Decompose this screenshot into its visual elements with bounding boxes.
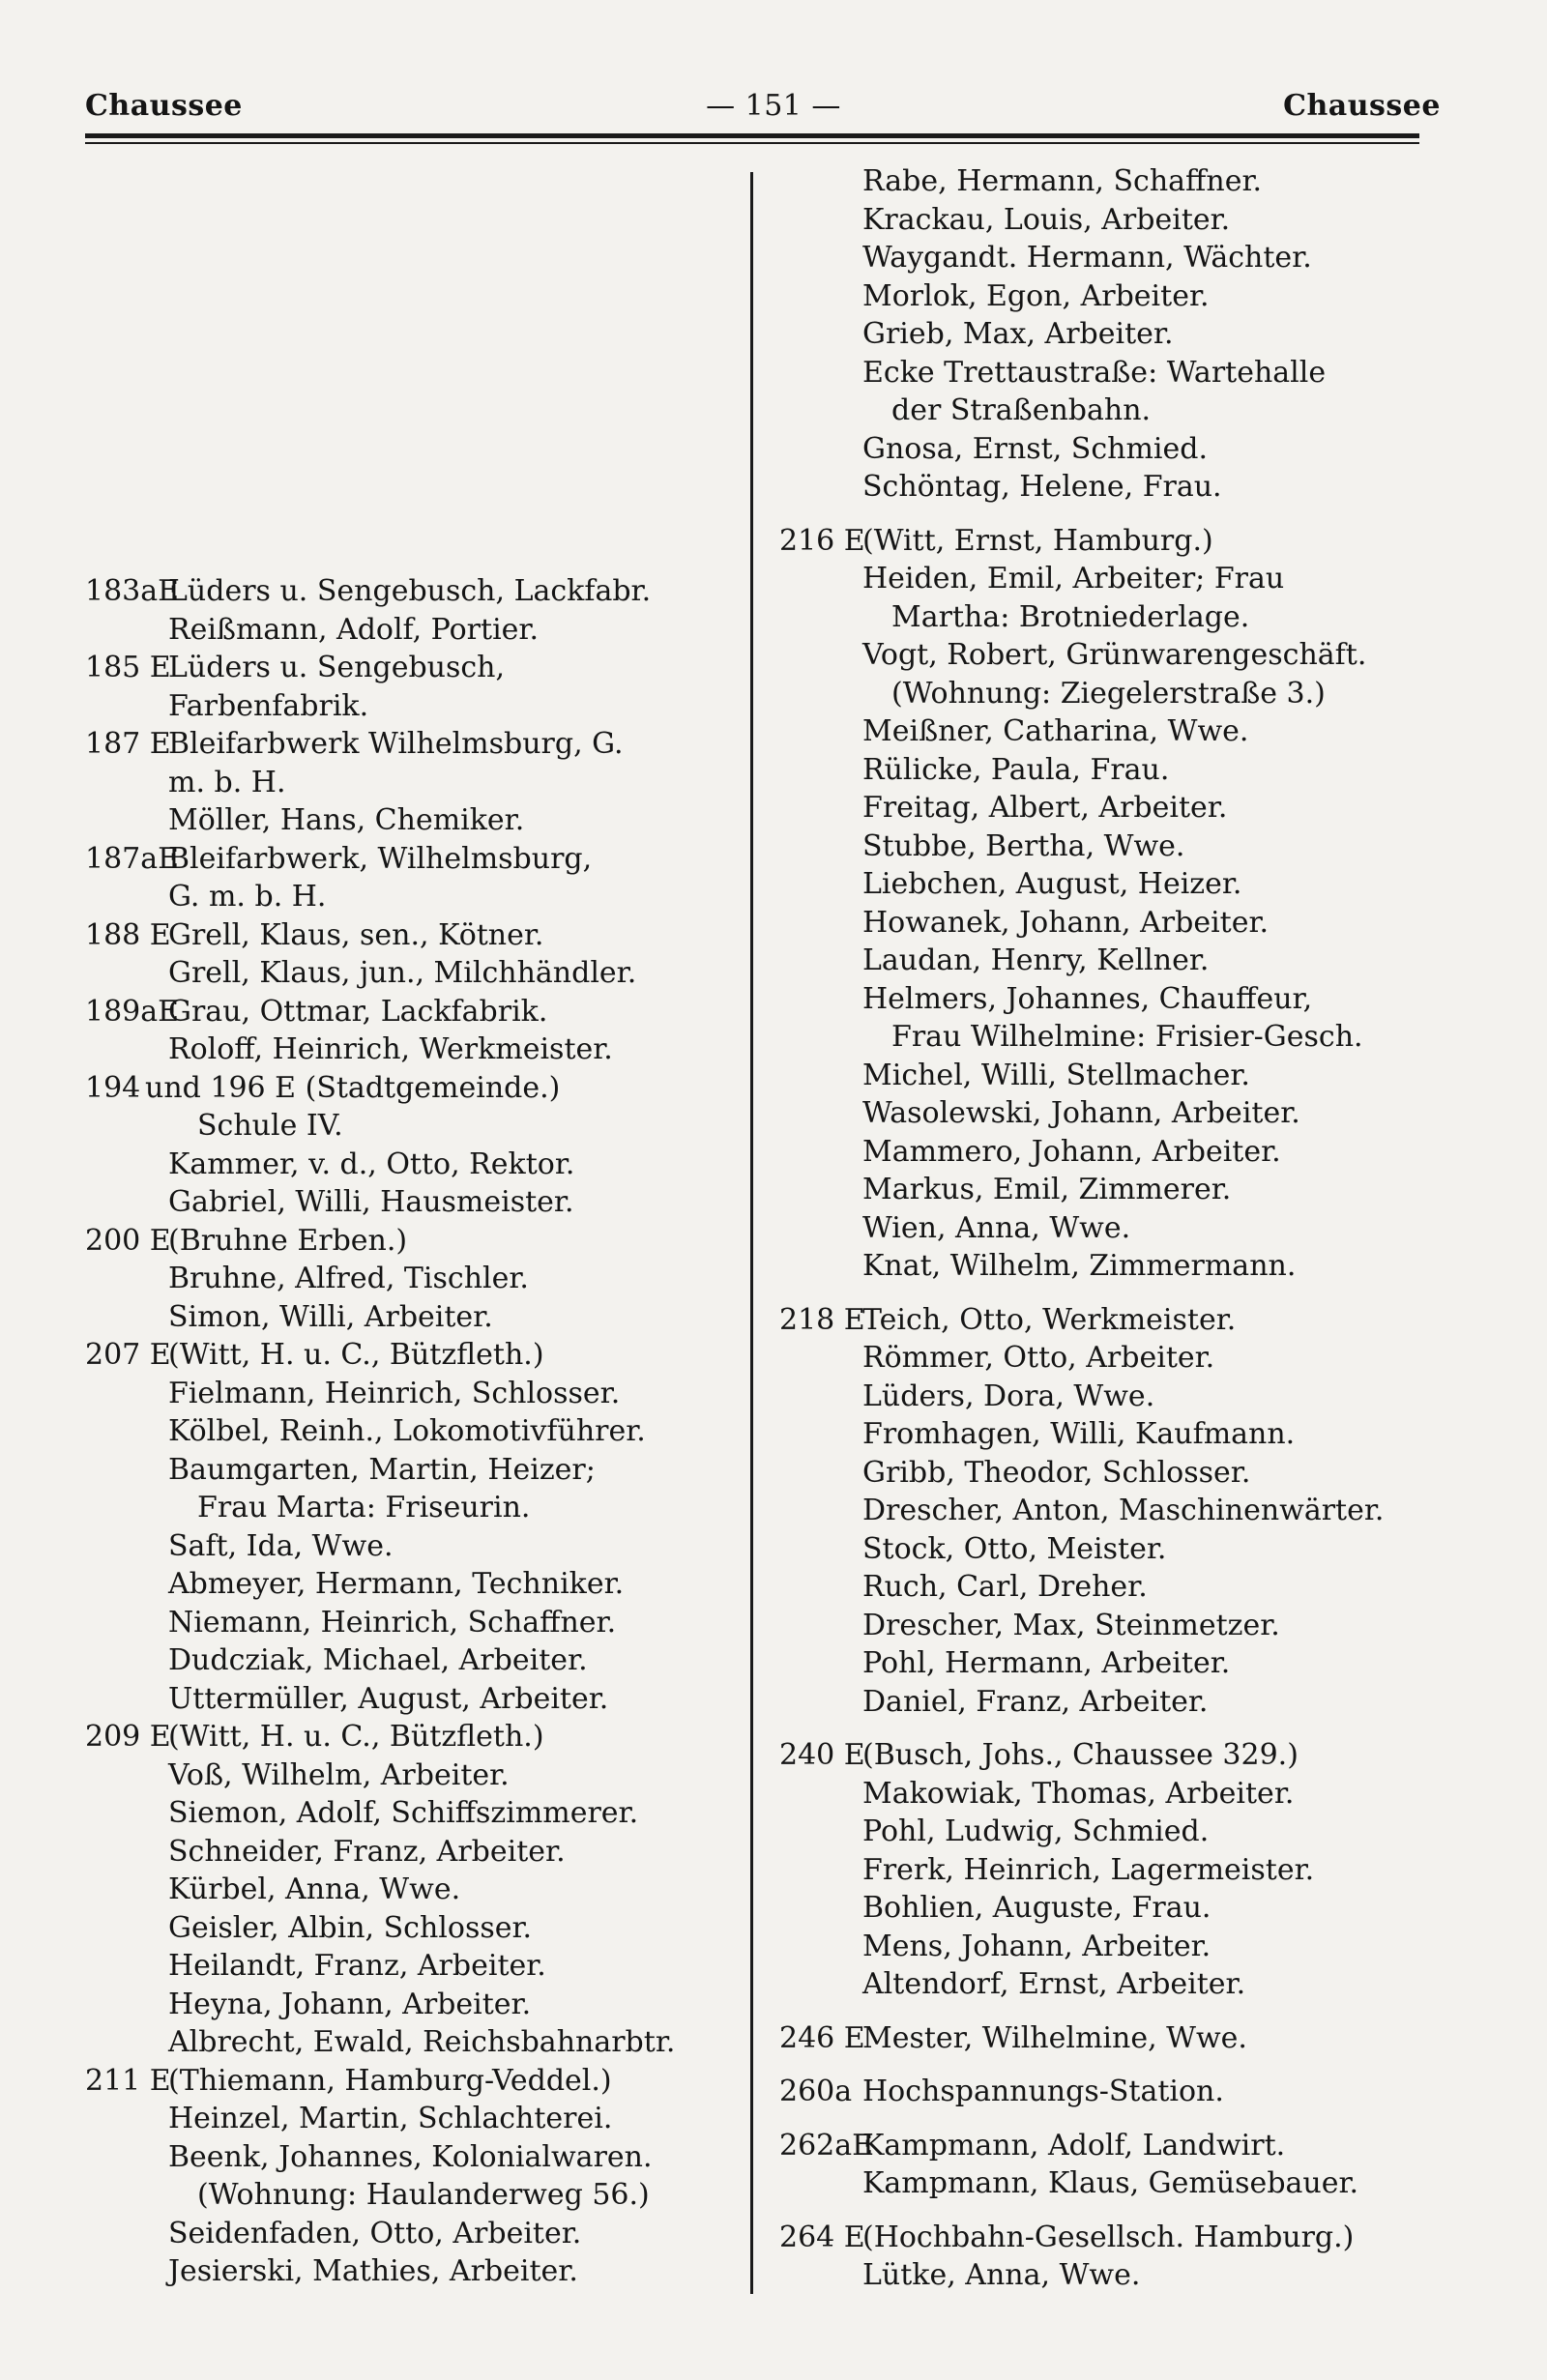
resident-entry: Geisler, Albin, Schlosser.	[168, 1910, 533, 1945]
directory-line	[85, 2100, 728, 2138]
resident-entry: Gribb, Theodor, Schlosser.	[862, 1455, 1251, 1490]
directory-line	[779, 827, 1456, 866]
building-entry: (Thiemann, Hamburg-Veddel.)	[168, 2063, 612, 2098]
house-number: 194	[85, 1070, 141, 1105]
resident-entry: Frau Wilhelmine: Frisier-Gesch.	[891, 1020, 1363, 1054]
house-number: 188 E	[85, 917, 171, 952]
directory-line	[85, 1833, 728, 1872]
directory-line	[779, 239, 1456, 277]
resident-entry: Waygandt. Hermann, Wächter.	[862, 241, 1312, 275]
directory-line	[779, 1057, 1456, 1095]
building-entry: (Bruhne Erben.)	[168, 1223, 408, 1258]
house-number: 200 E	[85, 1223, 171, 1258]
directory-line	[779, 315, 1456, 354]
resident-entry: Daniel, Franz, Arbeiter.	[862, 1684, 1209, 1719]
directory-line	[85, 2252, 728, 2291]
directory-line	[779, 1851, 1456, 1890]
resident-entry: Liebchen, August, Heizer.	[862, 867, 1242, 901]
resident-entry: Heinzel, Martin, Schlachterei.	[168, 2102, 613, 2135]
directory-line	[779, 560, 1456, 598]
directory-line	[85, 1030, 728, 1069]
resident-entry: Kampmann, Klaus, Gemüsebauer.	[862, 2166, 1359, 2200]
directory-line	[85, 1183, 728, 1222]
resident-entry: Fielmann, Heinrich, Schlosser.	[168, 1376, 621, 1410]
building-entry: (Witt, Ernst, Hamburg.)	[862, 523, 1213, 558]
resident-entry: Albrecht, Ewald, Reichsbahnarbtr.	[168, 2025, 676, 2059]
resident-entry: Bohlien, Auguste, Frau.	[862, 1891, 1211, 1925]
resident-entry: Schöntag, Helene, Frau.	[862, 470, 1222, 504]
directory-line	[779, 392, 1456, 430]
resident-entry: Simon, Willi, Arbeiter.	[168, 1299, 493, 1334]
building-entry: (Hochbahn-Gesellsch. Hamburg.)	[862, 2220, 1355, 2254]
building-entry: Kampmann, Adolf, Landwirt.	[862, 2128, 1286, 2162]
resident-entry: Römmer, Otto, Arbeiter.	[862, 1341, 1215, 1375]
building-entry: Teich, Otto, Werkmeister.	[862, 1302, 1237, 1337]
resident-entry: Beenk, Johannes, Kolonialwaren.	[168, 2139, 653, 2174]
house-number: 185 E	[85, 651, 171, 684]
directory-line	[85, 1336, 728, 1375]
resident-entry: Heyna, Johann, Arbeiter.	[168, 1987, 532, 2021]
building-entry: (Witt, H. u. C., Bützfleth.)	[168, 1720, 544, 1754]
resident-entry: Pohl, Ludwig, Schmied.	[862, 1814, 1210, 1848]
resident-entry: Wasolewski, Johann, Arbeiter.	[862, 1096, 1300, 1130]
directory-line	[779, 865, 1456, 904]
resident-entry: Martha: Brotniederlage.	[891, 599, 1250, 634]
directory-line	[85, 764, 728, 802]
directory-line	[85, 1260, 728, 1298]
directory-line	[85, 1069, 728, 1108]
house-number: 240 E	[779, 1738, 865, 1772]
resident-entry: Dudcziak, Michael, Arbeiter.	[168, 1643, 588, 1677]
resident-entry: Baumgarten, Martin, Heizer;	[168, 1452, 596, 1487]
resident-entry: Howanek, Johann, Arbeiter.	[862, 905, 1270, 940]
building-entry: (Witt, H. u. C., Bützfleth.)	[168, 1338, 544, 1372]
resident-entry: Drescher, Anton, Maschinenwärter.	[862, 1494, 1385, 1527]
resident-entry: (Wohnung: Ziegelerstraße 3.)	[891, 676, 1326, 711]
resident-entry: Lüders, Dora, Wwe.	[862, 1379, 1155, 1413]
directory-line	[85, 1641, 728, 1680]
directory-line	[85, 1794, 728, 1833]
directory-line	[85, 1489, 728, 1527]
resident-entry: Gabriel, Willi, Hausmeister.	[168, 1185, 574, 1219]
directory-line	[779, 942, 1456, 980]
directory-line	[779, 1607, 1456, 1645]
resident-entry: Laudan, Henry, Kellner.	[862, 943, 1210, 977]
directory-line	[85, 725, 728, 764]
resident-entry: Uttermüller, August, Arbeiter.	[168, 1681, 609, 1716]
directory-line	[779, 1209, 1456, 1248]
directory-line	[779, 904, 1456, 943]
page-number: — 151 —	[706, 89, 841, 123]
building-entry: Grau, Ottmar, Lackfabrik.	[168, 994, 548, 1029]
directory-line	[779, 468, 1456, 507]
house-number: 211 E	[85, 2063, 171, 2098]
directory-line	[85, 2023, 728, 2062]
directory-line	[779, 1247, 1456, 1286]
building-entry: Lüders u. Sengebusch, Lackfabr.	[168, 574, 652, 608]
directory-line	[85, 649, 728, 687]
resident-entry: Voß, Wilhelm, Arbeiter.	[168, 1757, 510, 1792]
resident-entry: Siemon, Adolf, Schiffszimmerer.	[168, 1796, 639, 1830]
directory-line	[85, 687, 728, 726]
directory-line	[85, 840, 728, 879]
directory-line	[779, 1530, 1456, 1569]
resident-entry: Bruhne, Alfred, Tischler.	[168, 1262, 529, 1295]
resident-entry: Grell, Klaus, jun., Milchhändler.	[168, 956, 637, 990]
building-entry: Mester, Wilhelmine, Wwe.	[862, 2020, 1247, 2055]
column-divider	[750, 172, 753, 2294]
directory-line	[85, 611, 728, 650]
resident-entry: Stock, Otto, Meister.	[862, 1531, 1167, 1566]
house-number: 260a	[779, 2075, 853, 2108]
directory-line	[779, 2127, 1456, 2165]
resident-entry: Kürbel, Anna, Wwe.	[168, 1872, 461, 1906]
directory-line	[779, 2073, 1456, 2111]
house-number: 262aE	[779, 2128, 874, 2162]
directory-line	[779, 1454, 1456, 1493]
directory-line	[779, 354, 1456, 392]
resident-entry: Helmers, Johannes, Chauffeur,	[862, 981, 1313, 1016]
directory-line	[779, 1644, 1456, 1683]
house-number: 207 E	[85, 1338, 171, 1372]
house-number: 246 E	[779, 2020, 865, 2055]
resident-entry: Kammer, v. d., Otto, Rektor.	[168, 1146, 575, 1181]
directory-line	[779, 277, 1456, 316]
directory-line	[779, 1736, 1456, 1775]
resident-entry: Niemann, Heinrich, Schaffner.	[168, 1605, 617, 1640]
resident-entry: (Wohnung: Haulanderweg 56.)	[197, 2178, 650, 2212]
directory-line	[779, 1775, 1456, 1814]
resident-entry: Mammero, Johann, Arbeiter.	[862, 1134, 1281, 1169]
directory-line	[85, 1680, 728, 1719]
resident-entry: Abmeyer, Hermann, Techniker.	[168, 1567, 625, 1601]
directory-line	[779, 2256, 1456, 2295]
directory-line	[85, 1412, 728, 1451]
building-entry: Lüders u. Sengebusch,	[168, 651, 506, 684]
directory-line	[85, 1565, 728, 1604]
house-number: 209 E	[85, 1720, 171, 1754]
directory-line	[85, 2176, 728, 2215]
resident-entry: G. m. b. H.	[168, 880, 327, 914]
left-column	[85, 572, 728, 2291]
header-street-right: Chaussee	[1283, 89, 1441, 123]
header-street-left: Chaussee	[85, 89, 243, 123]
house-number: 218 E	[779, 1302, 865, 1337]
directory-line	[779, 1683, 1456, 1722]
directory-line	[779, 1301, 1456, 1340]
house-number: 187aE	[85, 841, 180, 876]
header-rule-thick	[85, 133, 1419, 138]
directory-line	[85, 2138, 728, 2177]
resident-entry: Drescher, Max, Steinmetzer.	[862, 1608, 1280, 1642]
resident-entry: Krackau, Louis, Arbeiter.	[862, 202, 1231, 237]
resident-entry: Knat, Wilhelm, Zimmermann.	[862, 1249, 1297, 1283]
resident-entry: Farbenfabrik.	[168, 688, 369, 723]
resident-entry: Morlok, Egon, Arbeiter.	[862, 278, 1210, 313]
building-entry: (Busch, Johs., Chaussee 329.)	[862, 1738, 1299, 1772]
resident-entry: m. b. H.	[168, 765, 286, 799]
directory-line	[779, 675, 1456, 713]
directory-line	[779, 1813, 1456, 1851]
directory-line	[779, 162, 1456, 201]
directory-line	[779, 2164, 1456, 2203]
resident-entry: Heilandt, Franz, Arbeiter.	[168, 1949, 546, 1983]
directory-line	[85, 1375, 728, 1413]
directory-line	[85, 1947, 728, 1986]
house-number: 189aE	[85, 994, 180, 1029]
directory-line	[85, 1986, 728, 2024]
entry-gap	[779, 1721, 1456, 1736]
directory-line	[85, 1527, 728, 1566]
resident-entry: Frau Marta: Friseurin.	[197, 1491, 531, 1524]
directory-line	[85, 572, 728, 611]
entry-gap	[779, 2004, 1456, 2019]
building-entry: Bleifarbwerk Wilhelmsburg, G.	[168, 727, 624, 761]
directory-line	[85, 1451, 728, 1490]
directory-line	[779, 751, 1456, 790]
directory-line	[85, 1604, 728, 1642]
building-entry: Hochspannungs-Station.	[862, 2075, 1224, 2108]
directory-line	[85, 1298, 728, 1337]
resident-entry: Roloff, Heinrich, Werkmeister.	[168, 1032, 613, 1066]
directory-line	[779, 201, 1456, 240]
directory-line	[779, 1928, 1456, 1966]
directory-line	[779, 1339, 1456, 1378]
directory-line	[85, 916, 728, 955]
directory-line	[779, 1889, 1456, 1928]
resident-entry: Ruch, Carl, Dreher.	[862, 1570, 1148, 1604]
directory-line	[85, 1871, 728, 1909]
resident-entry: Vogt, Robert, Grünwarengeschäft.	[862, 638, 1367, 672]
header-rule-thin	[85, 142, 1419, 144]
entry-gap	[779, 507, 1456, 522]
resident-entry: Kölbel, Reinh., Lokomotivführer.	[168, 1414, 646, 1448]
resident-entry: Markus, Emil, Zimmerer.	[862, 1173, 1232, 1206]
resident-entry: Freitag, Albert, Arbeiter.	[862, 791, 1228, 825]
entry-gap	[779, 2057, 1456, 2073]
directory-line	[779, 598, 1456, 637]
resident-entry: Meißner, Catharina, Wwe.	[862, 714, 1249, 748]
directory-line	[85, 2215, 728, 2253]
directory-line	[779, 1568, 1456, 1607]
resident-entry: Grieb, Max, Arbeiter.	[862, 317, 1174, 351]
resident-entry: Heiden, Emil, Arbeiter; Frau	[862, 562, 1285, 595]
directory-line	[85, 878, 728, 916]
directory-line	[85, 801, 728, 840]
house-number: 183aE	[85, 574, 180, 608]
directory-line	[85, 1107, 728, 1146]
house-number: 216 E	[779, 523, 865, 558]
resident-entry: Rülicke, Paula, Frau.	[862, 752, 1170, 787]
building-entry: Grell, Klaus, sen., Kötner.	[168, 917, 544, 952]
resident-entry: Stubbe, Bertha, Wwe.	[862, 828, 1185, 863]
entry-gap	[779, 1286, 1456, 1301]
resident-entry: Reißmann, Adolf, Portier.	[168, 612, 540, 647]
building-entry: und 196 E (Stadtgemeinde.)	[145, 1070, 561, 1105]
house-number: 187 E	[85, 727, 171, 761]
directory-line	[779, 1094, 1456, 1133]
directory-line	[85, 1909, 728, 1948]
entry-gap	[779, 2111, 1456, 2127]
directory-line	[779, 789, 1456, 827]
directory-line	[779, 712, 1456, 751]
entry-gap	[779, 2203, 1456, 2219]
directory-line	[779, 522, 1456, 561]
resident-entry: Schneider, Franz, Arbeiter.	[168, 1834, 566, 1869]
directory-line	[85, 1222, 728, 1261]
resident-entry: Möller, Hans, Chemiker.	[168, 803, 525, 837]
directory-line	[85, 954, 728, 993]
resident-entry: Fromhagen, Willi, Kaufmann.	[862, 1417, 1296, 1451]
building-entry: Bleifarbwerk, Wilhelmsburg,	[168, 841, 593, 876]
directory-line	[779, 636, 1456, 675]
directory-line	[779, 2219, 1456, 2257]
resident-entry: Schule IV.	[197, 1109, 343, 1143]
directory-line	[85, 1756, 728, 1795]
resident-entry: Rabe, Hermann, Schaffner.	[862, 164, 1263, 198]
resident-entry: Mens, Johann, Arbeiter.	[862, 1929, 1211, 1963]
resident-entry: Makowiak, Thomas, Arbeiter.	[862, 1776, 1295, 1811]
directory-line	[779, 1018, 1456, 1057]
directory-line	[779, 1133, 1456, 1172]
directory-line	[85, 1718, 728, 1756]
resident-entry: Lütke, Anna, Wwe.	[862, 2258, 1141, 2292]
directory-line	[779, 980, 1456, 1019]
directory-line	[779, 1171, 1456, 1209]
directory-line	[779, 430, 1456, 469]
resident-entry: Altendorf, Ernst, Arbeiter.	[862, 1967, 1246, 2001]
directory-line	[779, 2019, 1456, 2058]
resident-entry: Seidenfaden, Otto, Arbeiter.	[168, 2216, 582, 2250]
resident-entry: Pohl, Hermann, Arbeiter.	[862, 1646, 1231, 1680]
resident-entry: Frerk, Heinrich, Lagermeister.	[862, 1852, 1315, 1887]
resident-entry: Wien, Anna, Wwe.	[862, 1210, 1131, 1245]
right-column	[779, 162, 1456, 2295]
resident-entry: Jesierski, Mathies, Arbeiter.	[168, 2254, 578, 2288]
directory-line	[779, 1415, 1456, 1454]
directory-line	[779, 1965, 1456, 2004]
resident-entry: der Straßenbahn.	[891, 393, 1152, 427]
resident-entry: Gnosa, Ernst, Schmied.	[862, 431, 1208, 466]
resident-entry: Saft, Ida, Wwe.	[168, 1528, 394, 1563]
resident-entry: Michel, Willi, Stellmacher.	[862, 1058, 1250, 1092]
house-number: 264 E	[779, 2220, 865, 2254]
directory-line	[85, 993, 728, 1031]
directory-line	[779, 1492, 1456, 1530]
directory-line	[779, 1378, 1456, 1416]
resident-entry: Ecke Trettaustraße: Wartehalle	[862, 355, 1327, 390]
directory-line	[85, 1146, 728, 1184]
directory-line	[85, 2062, 728, 2101]
